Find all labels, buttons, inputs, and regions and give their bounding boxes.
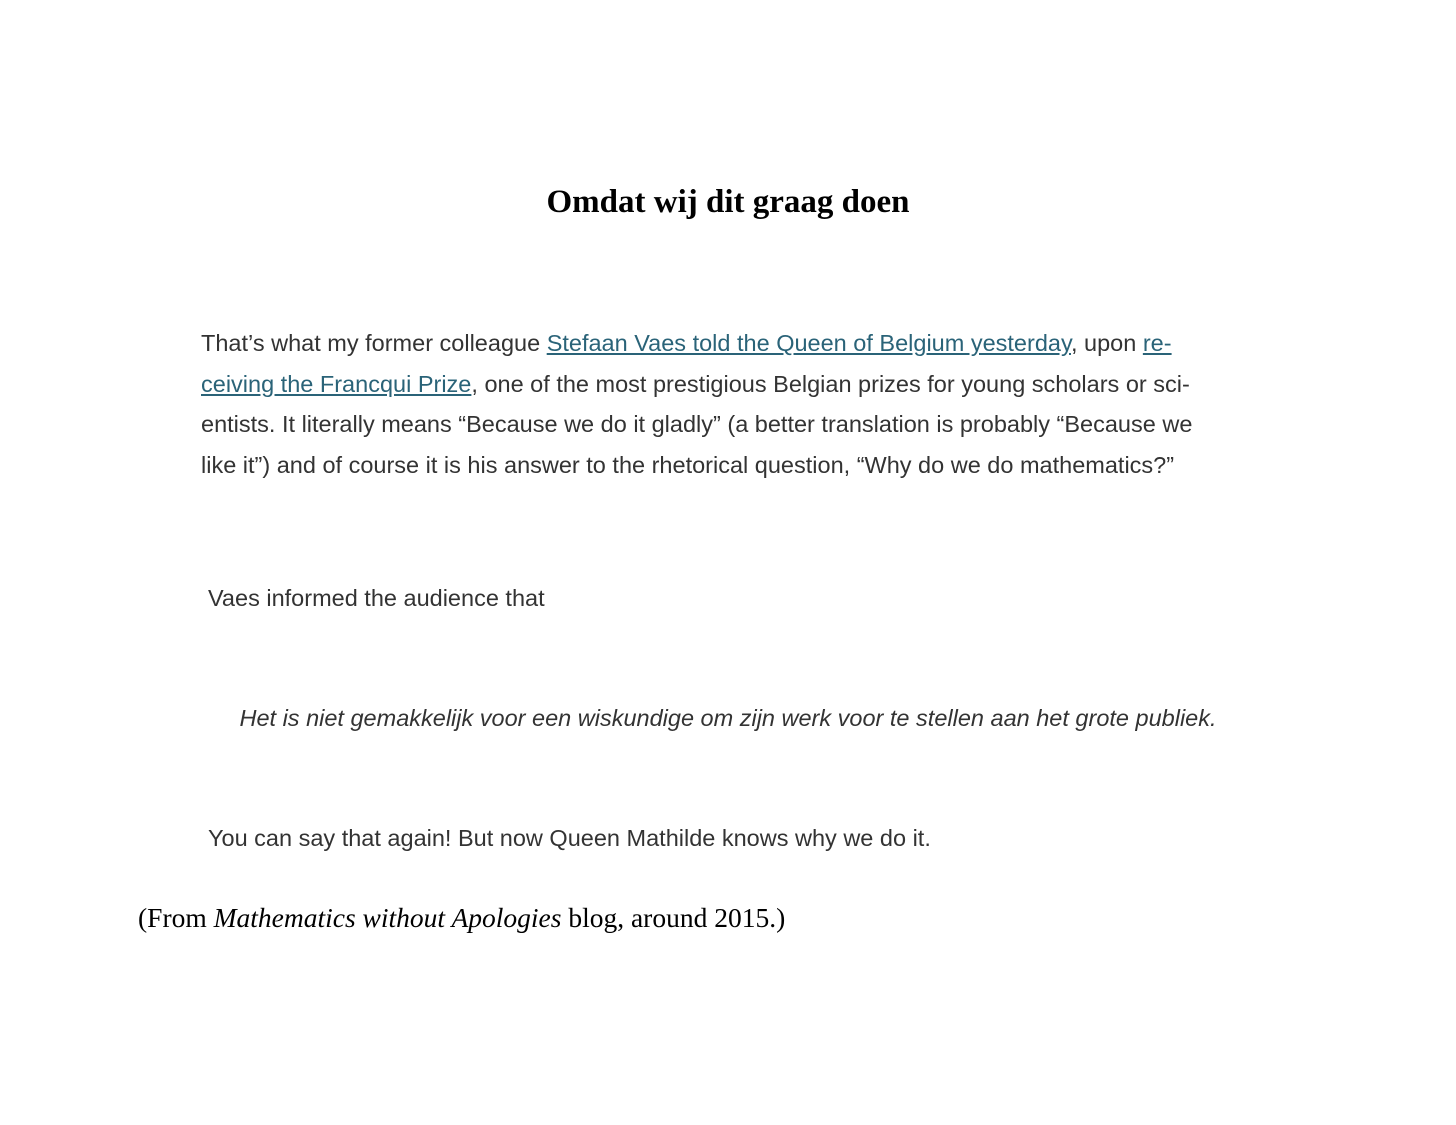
link-francqui-prize-part2[interactable]: ceiving the Francqui Prize bbox=[201, 370, 472, 397]
page-title: Omdat wij dit graag doen bbox=[546, 184, 910, 220]
closing-paragraph: You can say that again! But now Queen Mathilde knows why we do it. bbox=[208, 825, 931, 851]
source-prefix: (From bbox=[138, 902, 214, 933]
link-francqui-prize-part1[interactable]: re- bbox=[1142, 330, 1172, 356]
dutch-quote: Het is niet gemakkelijk voor een wiskundige om zijn werk voor te stellen aan het grote publiek. bbox=[239, 705, 1217, 731]
intro-text-before: That’s what my former colleague bbox=[201, 330, 547, 356]
source-citation bbox=[138, 898, 785, 938]
vaes-paragraph: Vaes informed the audience that bbox=[208, 585, 545, 611]
link-vaes-queen[interactable]: Stefaan Vaes told the Queen of Belgium yesterday bbox=[546, 330, 1071, 356]
intro-line-3: entists. It literally means “Because we do it gladly” (a better translation is probably “Because we bbox=[201, 411, 1193, 437]
intro-paragraph bbox=[201, 323, 1263, 485]
intro-text-after: , one of the most prestigious Belgian prizes for young scholars or sci- bbox=[471, 370, 1190, 397]
intro-text-middle: , upon bbox=[1070, 330, 1143, 356]
source-suffix: blog, around 2015.) bbox=[561, 902, 786, 933]
source-blog-title: Mathematics without Apologies bbox=[213, 902, 562, 933]
intro-line-4: like it”) and of course it is his answer to the rhetorical question, “Why do we do mathematics?” bbox=[201, 451, 1175, 478]
